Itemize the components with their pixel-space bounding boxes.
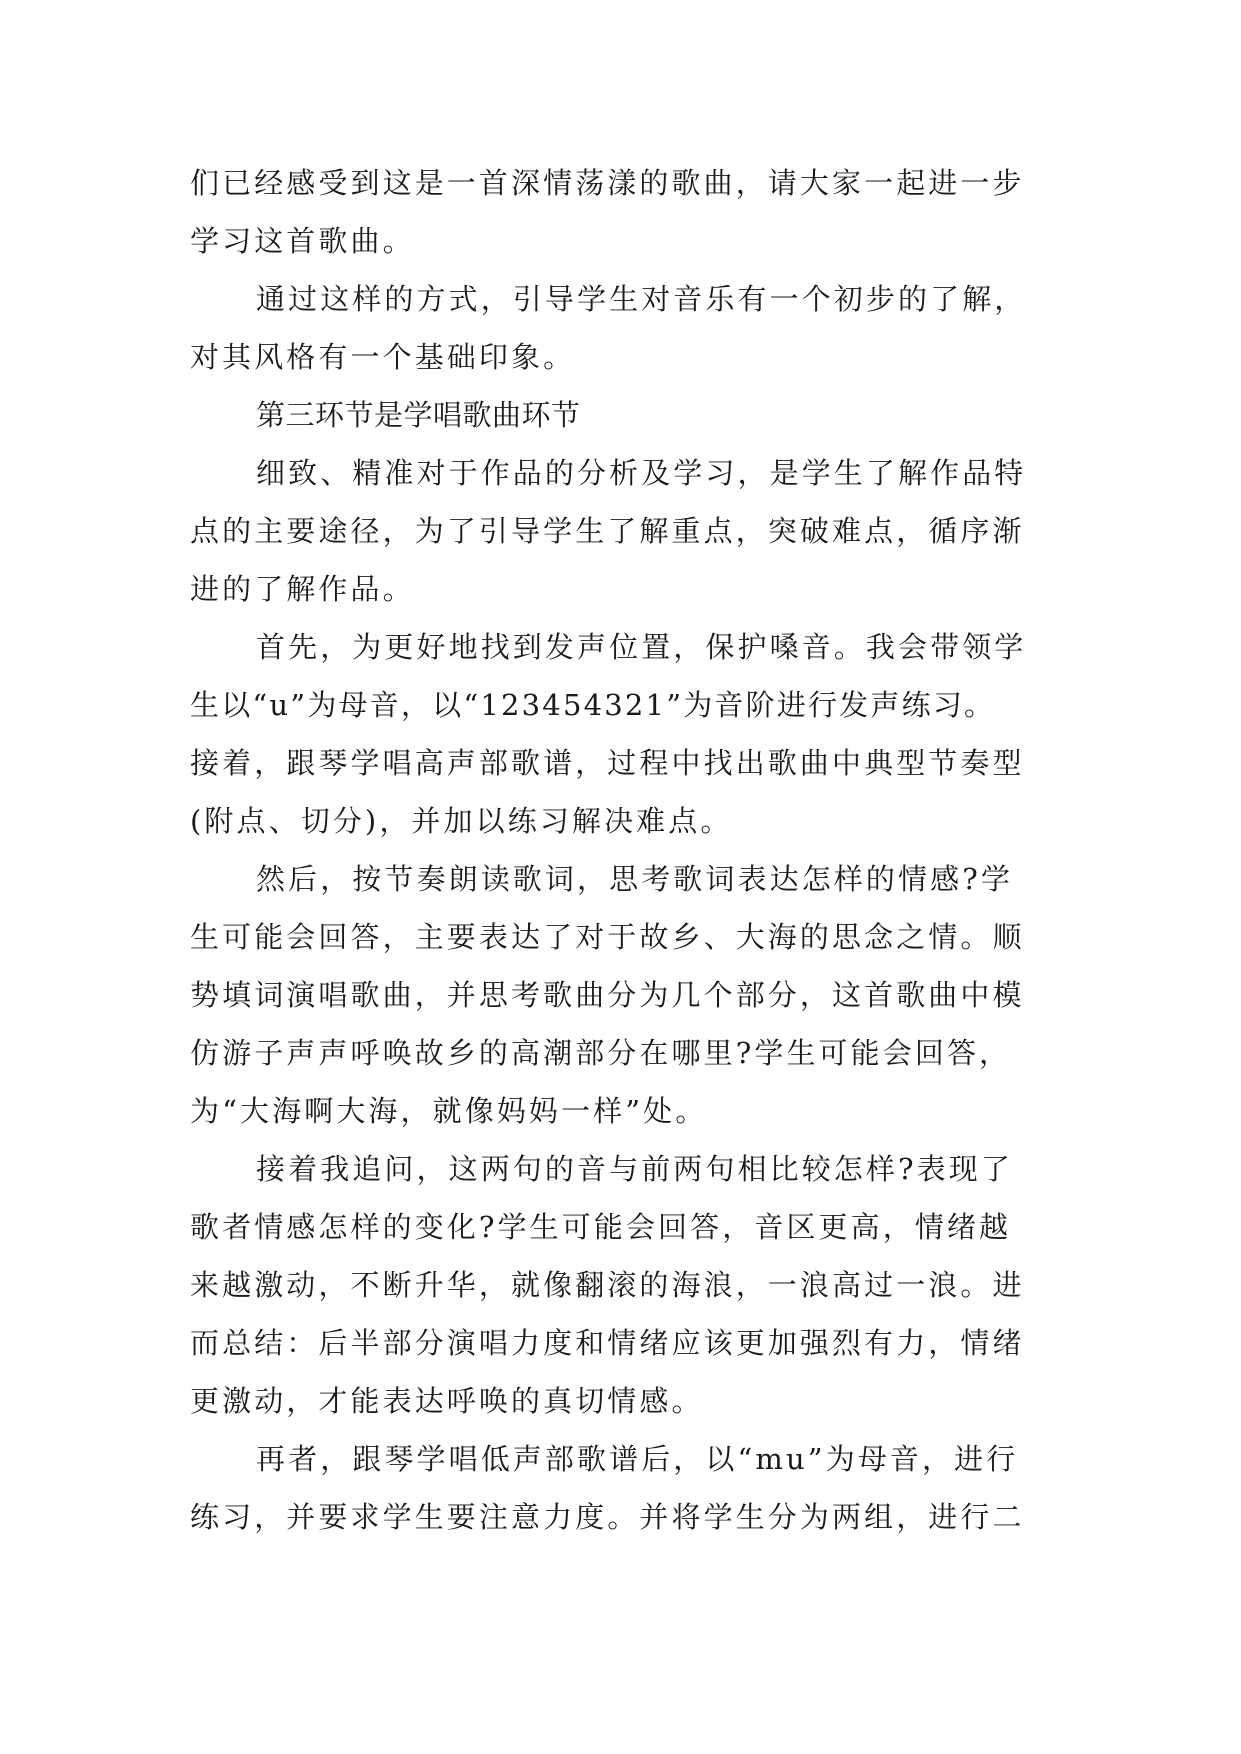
paragraph-start-line: 首先，为更好地找到发声位置，保护嗓音。我会带领学 xyxy=(256,630,1027,664)
text-line: 学习这首歌曲。 xyxy=(190,224,415,258)
text-line: 而总结：后半部分演唱力度和情绪应该更加强烈有力，情绪 xyxy=(190,1326,1025,1360)
text-line: 来越激动，不断升华，就像翻滚的海浪，一浪高过一浪。进 xyxy=(190,1268,1025,1302)
text-line: 对其风格有一个基础印象。 xyxy=(190,340,576,374)
text-line: 接着，跟琴学唱高声部歌谱，过程中找出歌曲中典型节奏型 xyxy=(190,746,1025,780)
text-line: 仿游子声声呼唤故乡的高潮部分在哪里?学生可能会回答， xyxy=(190,1036,1012,1070)
text-line: 更激动，才能表达呼唤的真切情感。 xyxy=(190,1384,704,1418)
text-line: 练习，并要求学生要注意力度。并将学生分为两组，进行二 xyxy=(190,1500,1025,1534)
paragraph-start-line: 通过这样的方式，引导学生对音乐有一个初步的了解， xyxy=(256,282,1027,316)
text-line: 生以“u”为母音，以“123454321”为音阶进行发声练习。 xyxy=(190,688,996,722)
text-line: 点的主要途径，为了引导学生了解重点，突破难点，循序渐 xyxy=(190,514,1025,548)
text-line: 们已经感受到这是一首深情荡漾的歌曲，请大家一起进一步 xyxy=(190,166,1025,200)
paragraph-start-line: 接着我追问，这两句的音与前两句相比较怎样?表现了 xyxy=(256,1152,1013,1186)
text-line: (附点、切分)，并加以练习解决难点。 xyxy=(190,804,733,838)
text-line: 生可能会回答，主要表达了对于故乡、大海的思念之情。顺 xyxy=(190,920,1025,954)
section-heading: 第三环节是学唱歌曲环节 xyxy=(256,398,581,432)
text-line: 进的了解作品。 xyxy=(190,572,415,606)
paragraph-start-line: 细致、精准对于作品的分析及学习，是学生了解作品特 xyxy=(256,456,1027,490)
text-line: 势填词演唱歌曲，并思考歌曲分为几个部分，这首歌曲中模 xyxy=(190,978,1025,1012)
paragraph-start-line: 再者，跟琴学唱低声部歌谱后，以“mu”为母音，进行 xyxy=(256,1442,1019,1476)
body-text xyxy=(190,154,1110,1546)
paragraph-start-line: 然后，按节奏朗读歌词，思考歌词表达怎样的情感?学 xyxy=(256,862,1013,896)
text-line: 为“大海啊大海，就像妈妈一样”处。 xyxy=(190,1094,708,1128)
text-line: 歌者情感怎样的变化?学生可能会回答，音区更高，情绪越 xyxy=(190,1210,1012,1244)
